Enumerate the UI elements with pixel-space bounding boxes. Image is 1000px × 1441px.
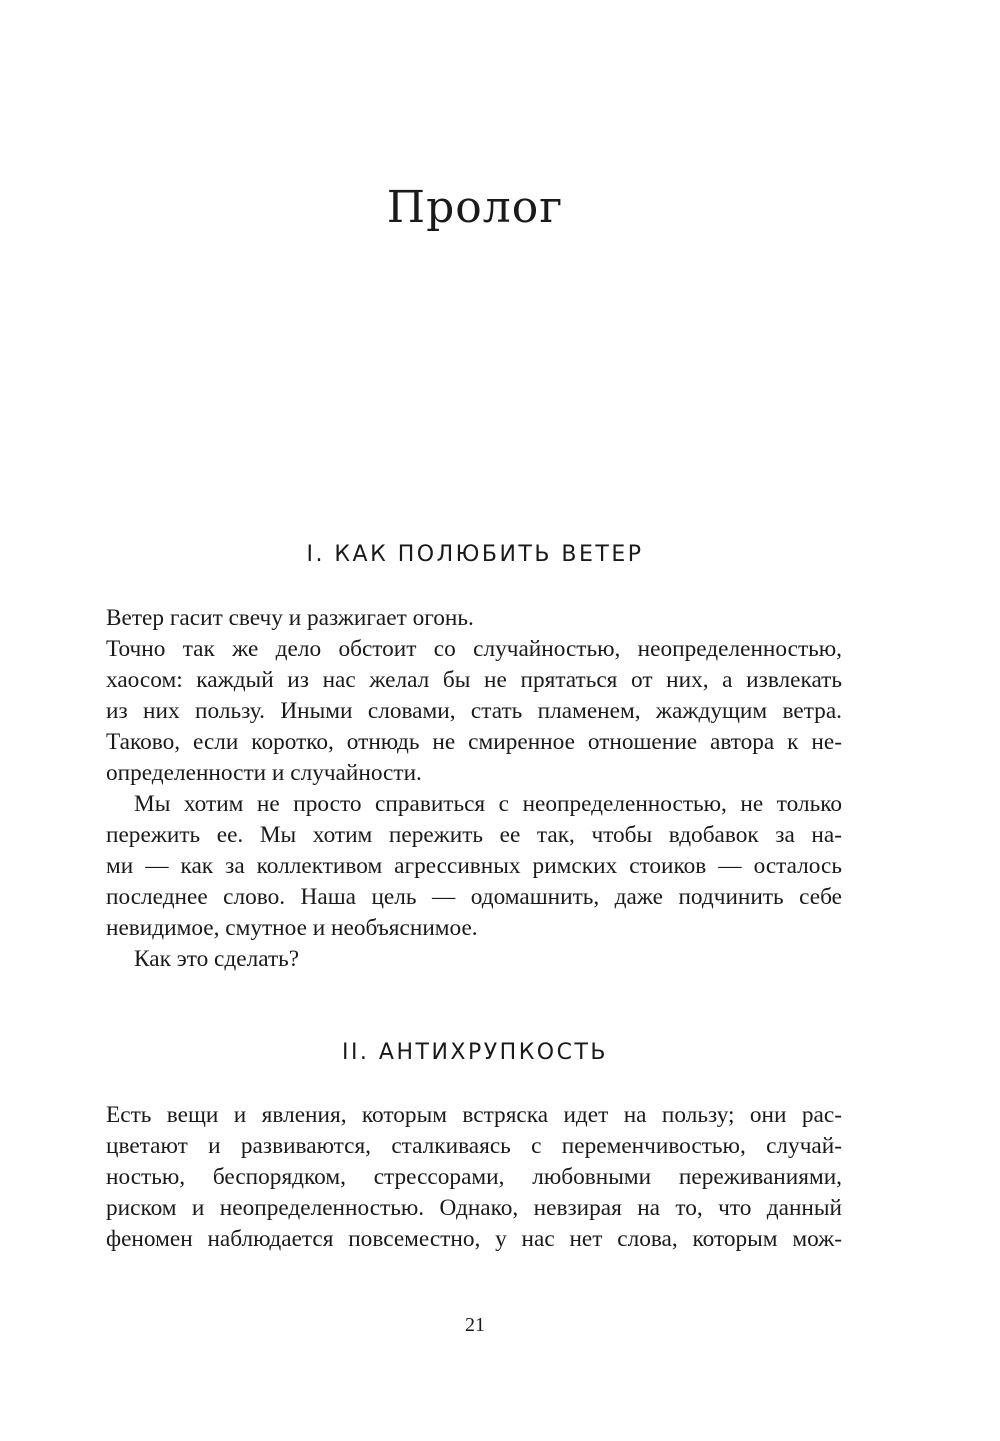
section-heading-2: II. АНТИХРУПКОСТЬ — [341, 1040, 609, 1065]
text-line: невидимое, смутное и необъяснимое. — [106, 915, 478, 941]
section-heading-1: I. КАК ПОЛЮБИТЬ ВЕТЕР — [306, 542, 644, 567]
text-line: цветают и развиваются, сталкиваясь с переменчивостью, случай- — [106, 1133, 842, 1159]
chapter-title: Пролог — [386, 182, 564, 233]
text-line: Есть вещи и явления, которым встряска идет на пользу; они рас- — [106, 1102, 842, 1128]
text-line: из них пользу. Иными словами, стать пламенем, жаждущим ветра. — [106, 698, 842, 724]
text-line: феномен наблюдается повсеместно, у нас нет слова, которым мож- — [106, 1226, 842, 1252]
page-number: 21 — [465, 1314, 485, 1336]
text-line: Таково, если коротко, отнюдь не смиренное отношение автора к не- — [106, 729, 842, 755]
text-line: пережить ее. Мы хотим пережить ее так, чтобы вдобавок за на- — [106, 822, 842, 848]
section-2-body — [106, 1100, 842, 1255]
text-line: риском и неопределенностью. Однако, невзирая на то, что данный — [106, 1195, 842, 1221]
text-line: Как это сделать? — [134, 946, 300, 972]
text-line: ми — как за коллективом агрессивных римских стоиков — осталось — [106, 853, 842, 879]
text-line: ностью, беспорядком, стрессорами, любовными переживаниями, — [106, 1164, 842, 1190]
text-line: Мы хотим не просто справиться с неопределенностью, не только — [134, 791, 842, 817]
text-line: Ветер гасит свечу и разжигает огонь. — [106, 605, 474, 631]
text-line: Точно так же дело обстоит со случайностью, неопределенностью, — [106, 636, 842, 662]
text-line: хаосом: каждый из нас желал бы не прятаться от них, а извлекать — [106, 667, 842, 693]
text-line: последнее слово. Наша цель — одомашнить, даже подчинить себе — [106, 884, 842, 910]
text-line: определенности и случайности. — [106, 760, 422, 786]
section-1-body — [106, 603, 842, 975]
